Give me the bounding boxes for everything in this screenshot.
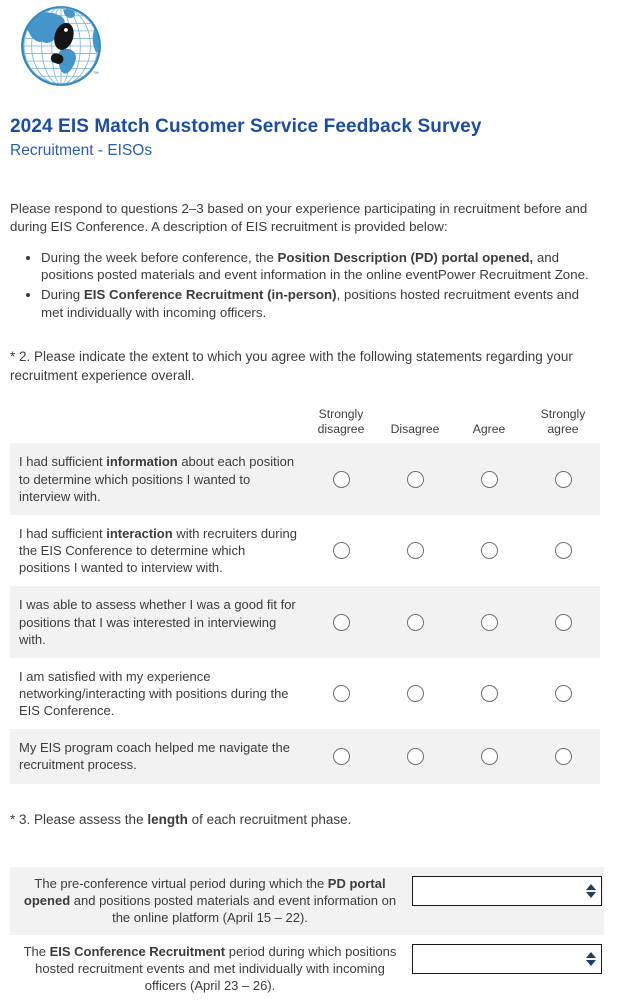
- option-cell: [304, 729, 378, 783]
- radio-disagree[interactable]: [407, 685, 424, 702]
- text-segment-bold: EIS Conference Recruitment: [49, 943, 226, 959]
- option-cell: [452, 586, 526, 657]
- matrix-row: [10, 658, 600, 729]
- option-cell: [304, 658, 378, 729]
- option-cell: [304, 443, 378, 514]
- option-cell: [304, 586, 378, 657]
- radio-agree[interactable]: [481, 471, 498, 488]
- intro-paragraph: Please respond to questions 2–3 based on your experience participating in recruitment before and during EIS Conference. A description of EIS recruitment is provided below:: [10, 201, 588, 235]
- option-cell: [304, 515, 378, 586]
- text-segment: The pre-conference virtual period during which the: [34, 875, 328, 891]
- text-segment: about each position to determine which positions I wanted to interview with.: [19, 454, 295, 504]
- radio-strongly-disagree[interactable]: [333, 614, 350, 631]
- text-segment: I had sufficient: [19, 454, 107, 470]
- phase-row: [10, 867, 604, 935]
- text-segment: The: [23, 943, 50, 959]
- spinner-icon: [586, 884, 596, 898]
- radio-strongly-disagree[interactable]: [333, 748, 350, 765]
- text-segment: My EIS program coach helped me navigate the recruitment process.: [19, 740, 290, 773]
- q3-phase-table: [10, 867, 604, 1003]
- matrix-row: [10, 586, 600, 657]
- option-cell: [526, 515, 600, 586]
- bullet-item: [41, 249, 589, 284]
- spinner-down-icon: [586, 892, 596, 898]
- select-cell: [410, 935, 604, 983]
- text-segment-bold: Position Description (PD) portal opened,: [277, 249, 534, 265]
- option-cell: [526, 443, 600, 514]
- statement-text: [10, 586, 304, 657]
- radio-strongly-agree[interactable]: [555, 748, 572, 765]
- text-segment: with recruiters during the EIS Conference to determine which positions I wanted to interview with.: [19, 525, 297, 576]
- option-cell: [452, 658, 526, 729]
- option-cell: [378, 658, 452, 729]
- radio-agree[interactable]: [481, 614, 498, 631]
- text-segment-bold: EIS Conference Recruitment (in-person): [83, 287, 337, 303]
- survey-page: [0, 4, 618, 1003]
- scale-label-disagree: Disagree: [390, 422, 440, 437]
- page-subtitle: Recruitment - EISOs: [10, 141, 153, 159]
- select-cell: [410, 867, 604, 915]
- text-segment-bold: length: [147, 811, 188, 827]
- text-segment: During: [41, 287, 84, 303]
- text-segment-bold: information: [106, 454, 178, 470]
- matrix-row: [10, 515, 600, 586]
- radio-strongly-disagree[interactable]: [333, 471, 350, 488]
- spinner-icon: [586, 952, 596, 966]
- scale-label-strongly-agree: Strongly agree: [540, 406, 586, 437]
- text-segment: During the week before conference, the: [41, 249, 278, 265]
- radio-strongly-agree[interactable]: [555, 685, 572, 702]
- statement-text: [10, 658, 304, 729]
- phase-description: [10, 935, 410, 1003]
- phase-row: [10, 935, 604, 1003]
- matrix-row: [10, 729, 600, 783]
- option-cell: [526, 658, 600, 729]
- trademark-symbol: ™: [92, 71, 99, 78]
- question-3-text: [10, 811, 606, 829]
- intro-bullet-list: [9, 249, 589, 322]
- radio-disagree[interactable]: [407, 542, 424, 559]
- page-title: 2024 EIS Match Customer Service Feedback Survey: [10, 116, 482, 137]
- option-cell: [378, 443, 452, 514]
- radio-strongly-agree[interactable]: [555, 542, 572, 559]
- text-segment: , positions hosted recruitment events and met individually with incoming officers.: [41, 287, 579, 320]
- radio-strongly-disagree[interactable]: [333, 542, 350, 559]
- option-cell: [452, 515, 526, 586]
- text-segment: and positions posted materials and event information in the online eventPower Recruitment Zone.: [41, 249, 589, 283]
- phase-length-select[interactable]: [412, 876, 602, 906]
- question-2-text: * 2. Please indicate the extent to which you agree with the following statements regarding your recruitment experience overall.: [10, 349, 573, 383]
- text-segment: I had sufficient: [19, 525, 107, 541]
- radio-strongly-agree[interactable]: [555, 614, 572, 631]
- radio-disagree[interactable]: [407, 471, 424, 488]
- radio-agree[interactable]: [481, 542, 498, 559]
- option-cell: [378, 515, 452, 586]
- radio-agree[interactable]: [481, 685, 498, 702]
- phase-description: [10, 867, 410, 935]
- statement-text: [10, 515, 304, 586]
- statement-text: [10, 729, 304, 783]
- text-segment: and positions posted materials and event information on the online platform (April 15 – 22).: [70, 893, 397, 926]
- text-segment: I was able to assess whether I was a good fit for positions that I was interested in interviewing with.: [19, 597, 296, 647]
- radio-agree[interactable]: [481, 748, 498, 765]
- globe-shoe-icon: [19, 4, 103, 88]
- spinner-up-icon: [586, 884, 596, 890]
- phase-length-select[interactable]: [412, 944, 602, 974]
- option-cell: [378, 586, 452, 657]
- radio-strongly-disagree[interactable]: [333, 685, 350, 702]
- text-segment: I am satisfied with my experience networking/interacting with positions during the EIS Conference.: [19, 668, 289, 719]
- eis-logo: [19, 4, 103, 88]
- bullet-item: [41, 286, 589, 321]
- option-cell: [526, 729, 600, 783]
- matrix-row: [10, 443, 600, 514]
- option-cell: [378, 729, 452, 783]
- matrix-header-row: [10, 407, 600, 444]
- statement-text: [10, 443, 304, 514]
- scale-label-agree: Agree: [472, 422, 506, 437]
- spinner-up-icon: [586, 952, 596, 958]
- scale-label-strongly-disagree: Strongly disagree: [317, 406, 365, 437]
- spinner-down-icon: [586, 960, 596, 966]
- radio-disagree[interactable]: [407, 748, 424, 765]
- text-segment: of each recruitment phase.: [187, 811, 352, 827]
- option-cell: [452, 729, 526, 783]
- text-segment-bold: interaction: [106, 525, 173, 541]
- option-cell: [452, 443, 526, 514]
- text-segment-bold: PD portal opened: [23, 875, 386, 909]
- q2-matrix-table: [10, 407, 600, 784]
- text-segment: * 3. Please assess the: [10, 811, 148, 827]
- text-segment: period during which positions hosted recruitment events and met individually with incoming officers (April 23 – 26).: [35, 943, 397, 994]
- option-cell: [526, 586, 600, 657]
- radio-strongly-agree[interactable]: [555, 471, 572, 488]
- radio-disagree[interactable]: [407, 614, 424, 631]
